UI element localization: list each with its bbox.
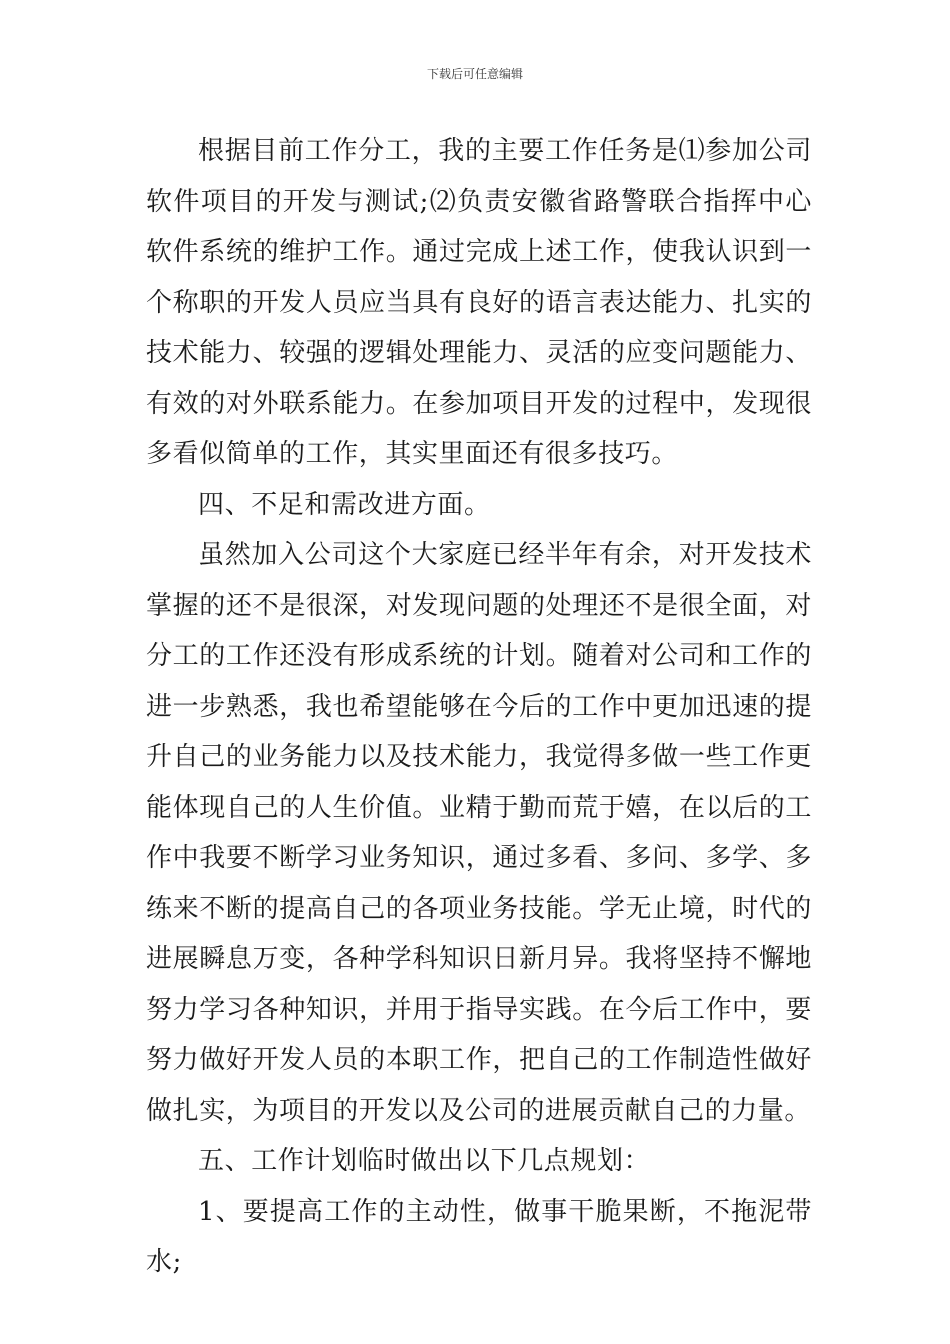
page-header: 下载后可任意编辑: [426, 67, 523, 81]
paragraph-improvements: 虽然加入公司这个大家庭已经半年有余，对开发技术掌握的还不是很深，对发现问题的处理还不是很全面，对分工的工作还没有形成系统的计划。随着对公司和工作的进一步熟悉，我也希望能够在今后的工作中更加迅速的提升自己的业务能力以及技术能力，我觉得多做一些工作更能体现自己的人生价值。业精于勤而荒于嬉，在以后的工作中我要不断学习业务知识，通过多看、多问、多学、多练来不断的提高自己的各项业务技能。学无止境，时代的进展瞬息万变，各种学科知识日新月异。我将坚持不懈地努力学习各种知识，并用于指导实践。在今后工作中，要努力做好开发人员的本职工作，把自己的工作制造性做好做扎实，为项目的开发以及公司的进展贡献自己的力量。: [146, 540, 812, 1126]
paragraph-work-tasks: 根据目前工作分工，我的主要工作任务是⑴参加公司软件项目的开发与测试;⑵负责安徽省路警联合指挥中心软件系统的维护工作。通过完成上述工作，使我认识到一个称职的开发人员应当具有良好的语言表达能力、扎实的技术能力、较强的逻辑处理能力、灵活的应变问题能力、有效的对外联系能力。在参加项目开发的过程中，发现很多看似简单的工作，其实里面还有很多技巧。: [146, 136, 812, 469]
document-body: [146, 126, 812, 1288]
plan-item-1: 1、要提高工作的主动性，做事干脆果断，不拖泥带水;: [146, 1196, 812, 1277]
heading-shortcomings: 四、不足和需改进方面。: [198, 489, 491, 520]
heading-work-plan: 五、工作计划临时做出以下几点规划：: [198, 1146, 651, 1176]
